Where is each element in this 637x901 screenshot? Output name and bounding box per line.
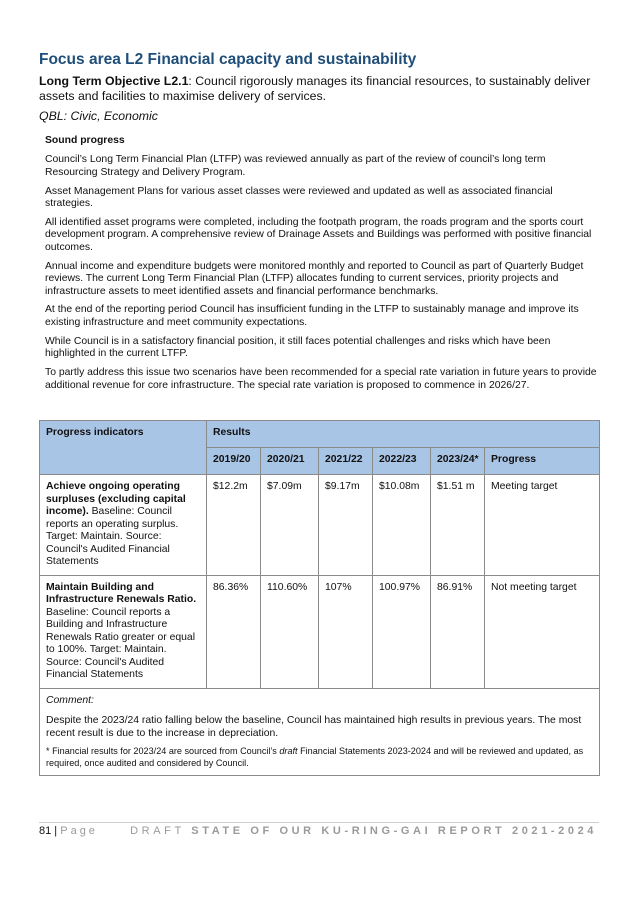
progress-summary — [45, 135, 600, 398]
objective-text: : Council rigorously manages its financial resources, to sustainably deliver assets and facilities to maximise delivery of services. — [39, 74, 591, 103]
year-column-header: 2022/23 — [373, 448, 431, 475]
year-column-header: 2023/24* — [431, 448, 485, 475]
page-heading: Focus area L2 Financial capacity and sustainability — [39, 51, 417, 68]
comment-label: Comment: — [46, 694, 94, 706]
indicator-detail: Baseline: Council reports an operating surplus. Target: Maintain. Source: Council's Audited Financial Statements — [46, 506, 179, 567]
footnote-text: * Financial results for 2023/24 are sourced from Council’s — [46, 746, 280, 756]
footnote-text: Financial Statements 2023-2024 and will be reviewed and updated, as required, once audited and considered by Council. — [46, 746, 584, 768]
result-cell: $10.08m — [373, 475, 431, 576]
paragraph: Asset Management Plans for various asset classes were reviewed and updated as well as associated financial strategies. — [45, 185, 553, 210]
indicator-title: Achieve ongoing operating surpluses (excluding capital income). — [46, 481, 186, 517]
progress-indicators-table — [39, 420, 600, 776]
paragraph: Council’s Long Term Financial Plan (LTFP) was reviewed annually as part of the review of council’s long term Resourcing Strategy and Delivery Program. — [45, 154, 546, 178]
qbl-line: QBL: Civic, Economic — [39, 109, 158, 123]
footnote-emphasis: draft — [279, 746, 298, 756]
result-cell: 107% — [319, 575, 373, 688]
comment-text: Despite the 2023/24 ratio falling below the baseline, Council has maintained high results in previous years. The most recent result is due to the increase in depreciation. — [46, 715, 582, 739]
result-cell: $7.09m — [261, 475, 319, 576]
paragraph: All identified asset programs were completed, including the footpath program, the roads program and the sports court development program. A comprehensive review of Drainage Assets and Buildings was performed with positive financial outcomes. — [45, 217, 592, 253]
paragraph: While Council is in a satisfactory financial position, it still faces potential challenges and risks which have been highlighted in the current LTFP. — [45, 335, 551, 360]
comment-cell — [40, 688, 600, 776]
results-column-header: Results — [207, 421, 600, 448]
indicator-detail: Baseline: Council reports a Building and Infrastructure Renewals Ratio greater or equal to 100%. Target: Maintain. Source: Council's Audited Financial Statements — [46, 606, 196, 680]
report-title — [130, 825, 597, 837]
footer-separator: | — [51, 825, 61, 837]
paragraph: At the end of the reporting period Council has insufficient funding in the LTFP to sustainably manage and improve its existing infrastructure and meet community expectations. — [45, 304, 579, 328]
indicator-cell — [40, 575, 207, 688]
result-cell: 86.91% — [431, 575, 485, 688]
result-cell: 100.97% — [373, 575, 431, 688]
progress-cell: Meeting target — [485, 475, 600, 576]
progress-column-header: Progress — [485, 448, 600, 475]
comment-row — [40, 688, 600, 776]
indicator-cell — [40, 475, 207, 576]
page-label: Page — [60, 825, 98, 837]
result-cell: 110.60% — [261, 575, 319, 688]
table-row — [40, 575, 600, 688]
indicator-title: Maintain Building and Infrastructure Renewals Ratio. — [46, 581, 197, 605]
objective-label: Long Term Objective L2.1 — [39, 74, 189, 88]
result-cell: $1.51 m — [431, 475, 485, 576]
long-term-objective — [39, 74, 604, 104]
result-cell: 86.36% — [207, 575, 261, 688]
page-footer — [39, 825, 599, 837]
progress-cell: Not meeting target — [485, 575, 600, 688]
footnote — [46, 746, 593, 769]
progress-status-heading: Sound progress — [45, 135, 125, 146]
year-column-header: 2020/21 — [261, 448, 319, 475]
result-cell: $9.17m — [319, 475, 373, 576]
indicators-column-header: Progress indicators — [40, 421, 207, 475]
result-cell: $12.2m — [207, 475, 261, 576]
report-name: STATE OF OUR KU-RING-GAI REPORT 2021-2024 — [191, 825, 597, 837]
year-column-header: 2019/20 — [207, 448, 261, 475]
paragraph: To partly address this issue two scenarios have been recommended for a special rate variation in future years to provide additional revenue for core infrastructure. The special rate variation is proposed to commence in 2026/27. — [45, 367, 597, 391]
paragraph: Annual income and expenditure budgets were monitored monthly and reported to Council as part of Quarterly Budget reviews. The current Long Term Financial Plan (LTFP) allocates funding to current services, priority projects and infrastructure assets to meet identified assets and financial performance benchmarks. — [45, 260, 584, 297]
footer-divider — [39, 822, 599, 823]
year-column-header: 2021/22 — [319, 448, 373, 475]
page-number: 81 — [39, 825, 52, 837]
table-row — [40, 475, 600, 576]
draft-label: DRAFT — [130, 825, 185, 837]
